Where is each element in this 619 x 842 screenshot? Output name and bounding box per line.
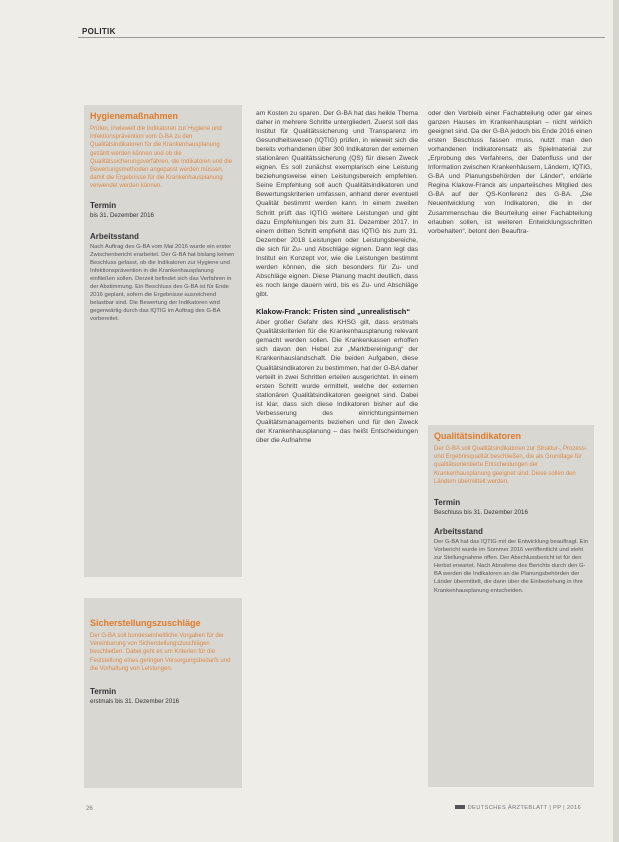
sicherstellung-box [84,598,242,788]
qualitaet-box-title: Qualitätsindikatoren [434,431,522,441]
right-column [428,109,592,236]
middle-column-body: Aber großer Gefahr des KHSG gilt, dass erstmals Qualitätskriterien für die Krankenhausplanung relevant gemacht werden sollen. Die Krankenkassen erhoffen sich davon den Hebel zur „Marktbereinigung“ der Krankenhauslandschaft. Die beiden Aufgaben, diese Qualitätsindikatoren zu bestimmen, hat der G-BA daher verteilt in zwei Schritten erteilen ausgerichtet. In einem ersten Schritt wurde ermittelt, welche der externen stationären Qualitätsindikatoren geeignet sind. Dabei ist klar, dass sich diese Indikatoren bisher auf die Verbesserung des einrichtungsinternen Qualitätsmanagements beziehen und für den Zweck der Krankenhausplanung – das heißt Entscheidungen über die Aufnahme [256,319,418,444]
middle-column-intro: am Kosten zu sparen. Der G-BA hat das heikle Thema daher in mehrere Schritte untergliedert. Zuerst soll das Institut für Qualitätssicherung und Transparenz im Gesundheitswesen (IQTIG) prüfen, in wieweit sich die bereits vorhandenen über 300 Indikatoren der externen stationären Qualitätssicherung (QS) für diesen Zweck eignen. Es soll zunächst exemplarisch eine Leistung beziehungsweise einen Leistungsbereich empfehlen. Seine Empfehlung soll auch Qualitätsindikatoren und Bewertungskriterien umfassen, anhand derer eventuell Qualität bestimmt werden kann. In einem zweiten Schritt prüft das IQTIG weitere Leistungen und gibt dazu Empfehlungen bis zum 31. Dezember 2017. In einem dritten Schritt empfiehlt das IQTIG bis zum 31. Dezember 2018 Leistungen oder Leistungsbereiche, die sich für Zu- und Abschläge eignen. Dann legt das Institut ein Konzept vor, wie die Leistungen bestimmt werden können, die sich besonders für Zu- und Abschläge eignen. Diese Planung macht deutlich, dass es noch lange dauern wird, bis es Zu- und Abschläge gibt. [256,110,418,298]
hygiene-arbeitsstand-label: Arbeitsstand [90,231,139,241]
hygiene-arbeitsstand-text: Nach Auftrag des G-BA vom Mai 2016 wurde ein erster Zwischenbericht erarbeitet. Der G-BA hat bislang keinen Beschluss gefasst, ob die Indikatoren zur Hygiene und Infektionsprävention in die Krankenhausplanung einfließen sollen. Derzeit befindet sich das Verfahren in der Abstimmung. Ein Beschluss des G-BA ist für Ende 2016 geplant, sofern die Ergebnisse ausreichend belastbar sind. Die Bewertung der Indikatoren wird gegenwärtig durch das IQTIG im Auftrag des G-BA vorbereitet. [90,243,235,323]
qualitaet-box-text: Der G-BA soll Qualitätsindikatoren zur Struktur-, Prozess- und Ergebnisqualität beschließen, die als Grundlage für qualitätsorientierte Entscheidungen der Krankenhausplanung geeignet sind. Diese sollen den Ländern übermittelt werden. [434,446,587,485]
publication-footer [455,805,581,811]
section-label: POLITIK [82,27,116,36]
qualitaet-termin-label: Termin [434,498,461,508]
right-column-intro: oder den Verbleib einer Fachabteilung oder gar eines ganzen Hauses im Krankenhausplan – nicht wirklich geeignet sind. Da der G-BA jedoch bis Ende 2016 einen ersten Beschluss fassen muss, nutzt man den vorhandenen Indikatorensatz als Spielmaterial zur „Erprobung des Verfahrens, der Datenfluss und der Information zwischen Krankenhäusern, Ländern, IQTIG, G-BA und Planungsbehörden der Länder“, erklärte Regina Klakow-Franck als unparteiisches Mitglied des G-BA auf der QS-Konferenz des G-BA. „Die Neuentwicklung von Indikatoren, die in der Zusammenschau die Beurteilung einer Fachabteilung erlauben sollen, ist weiteren Entwicklungsschritten vorbehalten“, betont den Beauftra- [428,110,592,235]
qualitaet-box [428,425,594,787]
header-rule [78,37,605,38]
publication-mark-icon [455,805,465,809]
sicherstellung-termin-label: Termin [90,687,117,697]
middle-column [256,109,418,445]
hygiene-box-title: Hygienemaßnahmen [90,111,179,121]
middle-column-subheading: Klakow-Franck: Fristen sind „unrealistisch“ [256,306,411,316]
hygiene-box [84,105,242,577]
qualitaet-termin-value: Beschluss bis 31. Dezember 2016 [434,509,528,517]
sicherstellung-box-text: Der G-BA soll bundeseinheitliche Vorgaben für die Vereinbarung von Sicherstellungszuschlägen beschließen. Dabei geht es um Kriterien für die Feststellung eines geringen Versorgungsbedarfs und die Vorhaltung von Leistungen. [90,633,231,672]
page-edge [613,0,619,842]
hygiene-termin-label: Termin [90,200,117,210]
hygiene-termin-value: bis 31. Dezember 2016 [90,211,154,219]
sicherstellung-box-title: Sicherstellungszuschläge [90,618,201,628]
qualitaet-arbeitsstand-text: Der G-BA hat das IQTIG mit der Entwicklung beauftragt. Ein Vorbericht wurde im Sommer 2016 veröffentlicht und steht zur Stellungnahme offen. Der Abschlussbericht ist für den Herbst erwartet. Nach Abnahme des Berichts durch den G-BA werden die Indikatoren an die Planungsbehörden der Länder übermittelt, die dann über die Einbeziehung in ihre Krankenhausplanung entscheiden. [434,539,589,594]
publication-name: DEUTSCHES ÄRZTEBLATT | PP | 2016 [467,805,581,811]
page-number: 26 [86,806,93,812]
qualitaet-arbeitsstand-label: Arbeitsstand [434,527,483,537]
hygiene-box-text: Prüfen, inwieweit die Indikatoren zur Hygiene und Infektionsprävention vom G-BA zu den Qualitätsindikatoren für die Krankenhausplanung gezählt werden können und ob die Qualitätssicherungsverfahren, die Indikatoren und die Bewertungsmethoden angepasst werden müssen, damit die Ergebnisse für die Krankenhausplanung verwendet werden können. [90,126,233,190]
sicherstellung-termin-value: erstmals bis 31. Dezember 2016 [90,698,180,706]
